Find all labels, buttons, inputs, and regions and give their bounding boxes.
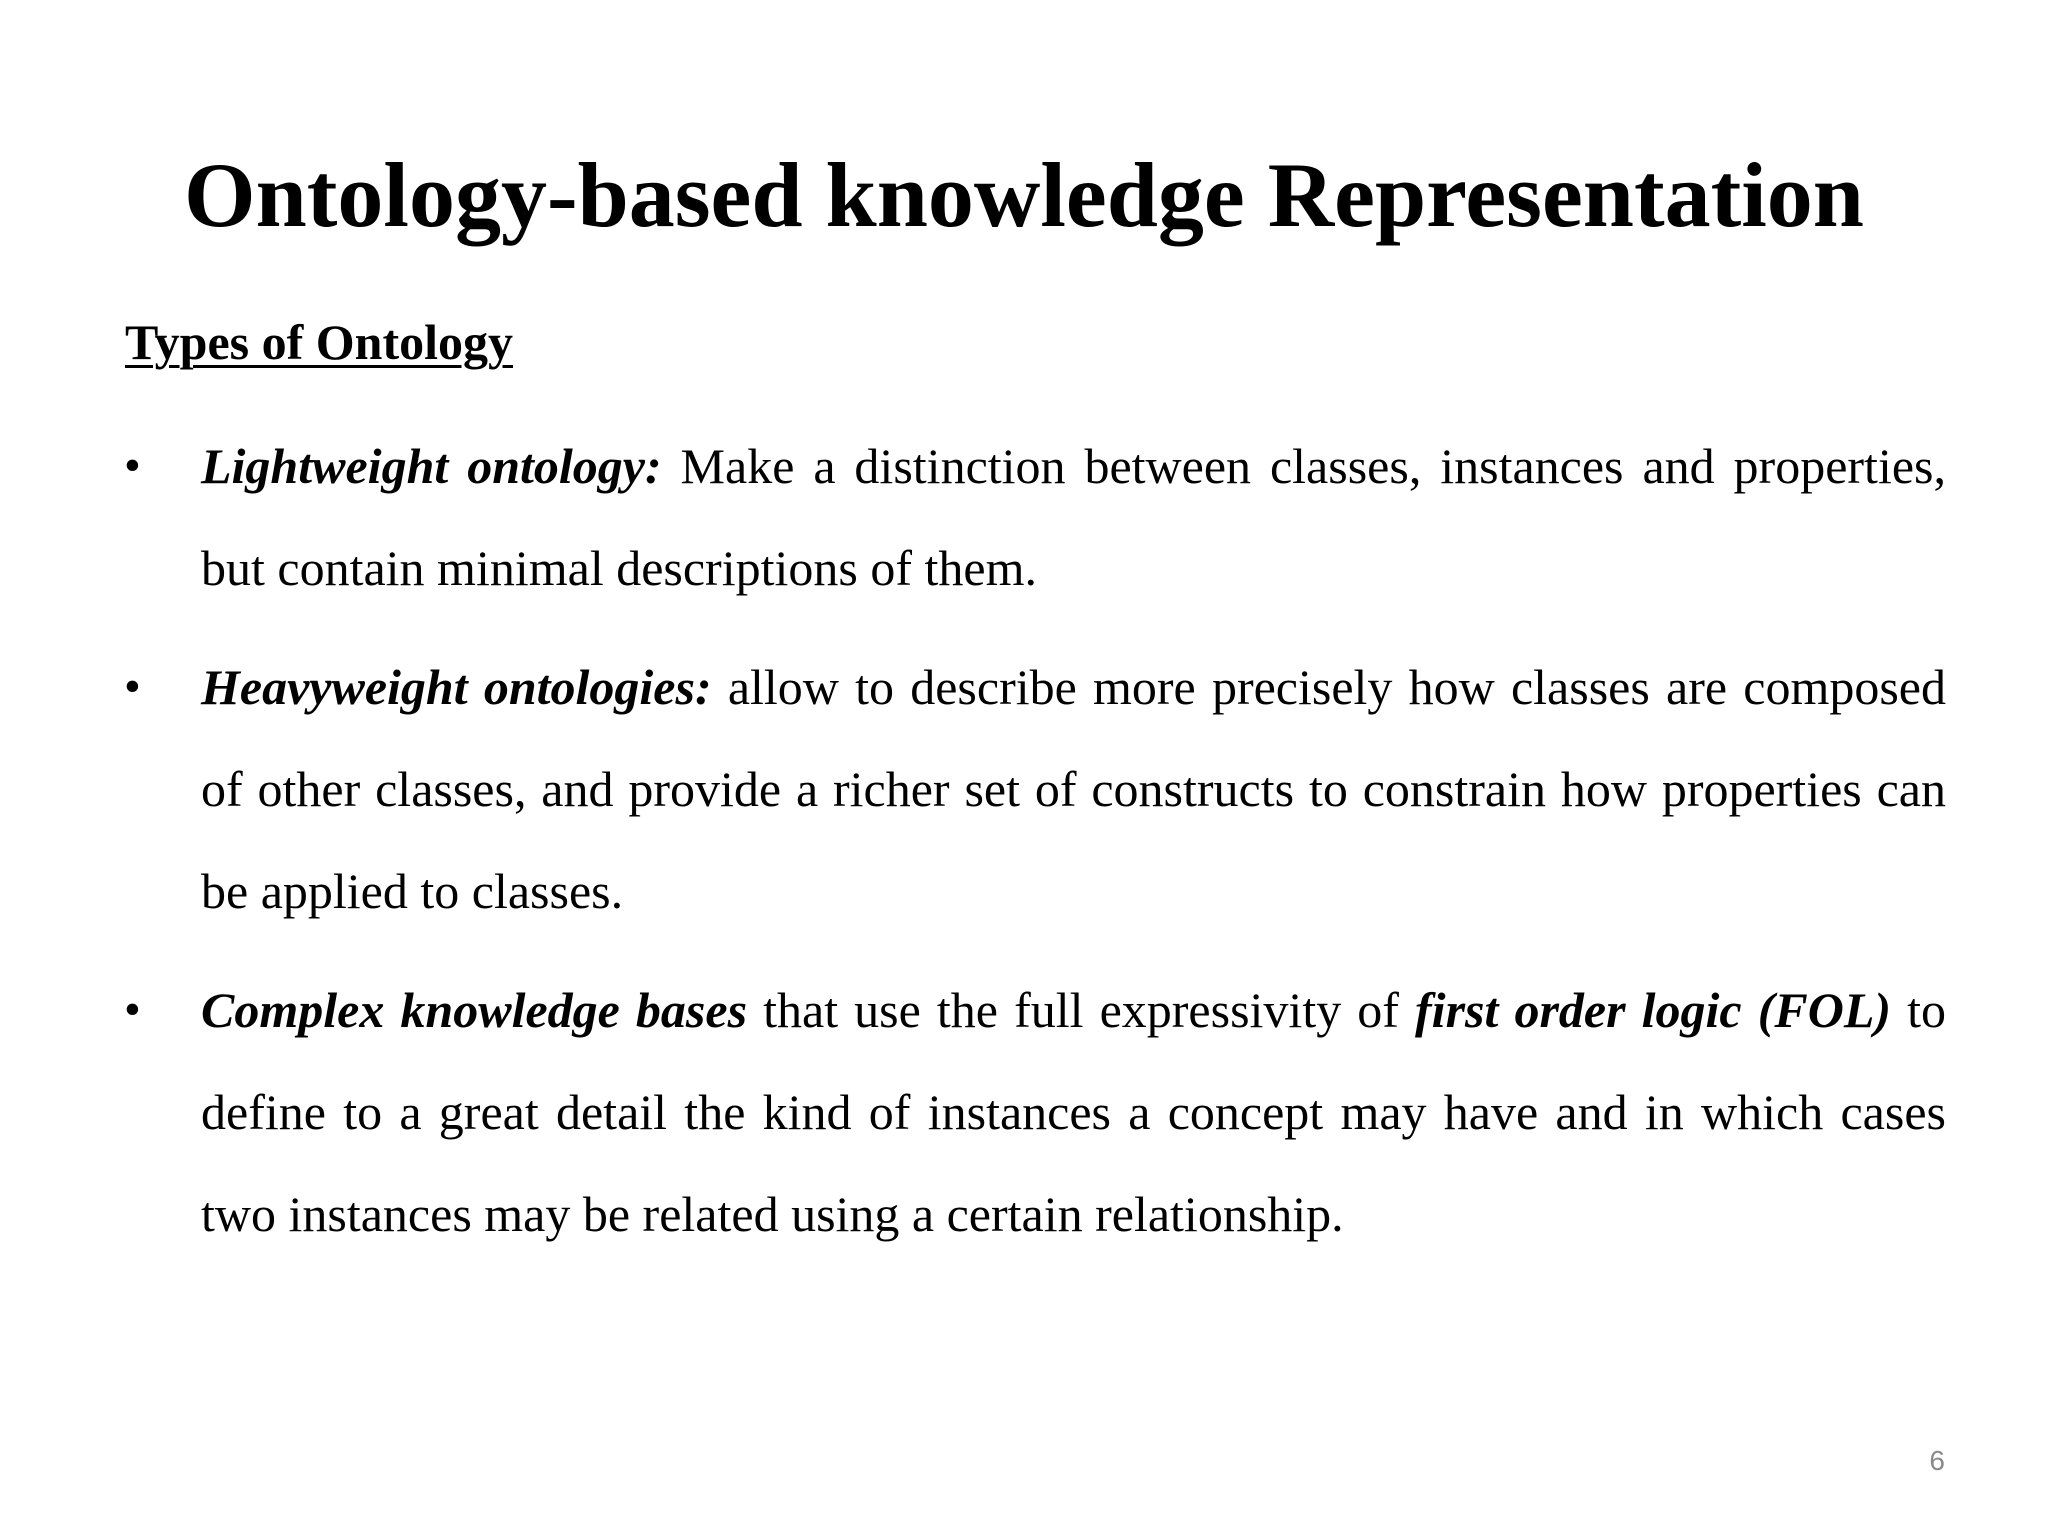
bullet-description: Make a distinction between classes, instances and properties, but contain minimal descriptions of them. bbox=[201, 438, 1946, 596]
bullet-icon: • bbox=[124, 983, 141, 1036]
slide-title: Ontology-based knowledge Representation bbox=[184, 144, 1864, 246]
section-heading: Types of Ontology bbox=[125, 314, 513, 370]
bullet-description-continued: to define to a great detail the kind of instances a concept may have and in which cases two instances may be related using a certain relationship. bbox=[201, 982, 1946, 1242]
page-number: 6 bbox=[1929, 1445, 1945, 1476]
bullet-term: Lightweight ontology: bbox=[201, 438, 662, 494]
bullet-description: allow to describe more precisely how classes are composed of other classes, and provide a richer set of constructs to constrain how properties can be applied to classes. bbox=[201, 659, 1946, 919]
bullet-text bbox=[201, 415, 1946, 619]
bullet-text bbox=[201, 959, 1946, 1265]
bullet-text bbox=[201, 636, 1946, 942]
bullet-description: that use the full expressivity of bbox=[747, 982, 1416, 1038]
bullet-term-secondary: first order logic (FOL) bbox=[1415, 982, 1892, 1038]
bullet-term: Complex knowledge bases bbox=[201, 982, 748, 1038]
bullet-icon: • bbox=[124, 660, 141, 713]
bullet-term: Heavyweight ontologies: bbox=[201, 659, 712, 715]
bullet-icon: • bbox=[124, 439, 141, 492]
